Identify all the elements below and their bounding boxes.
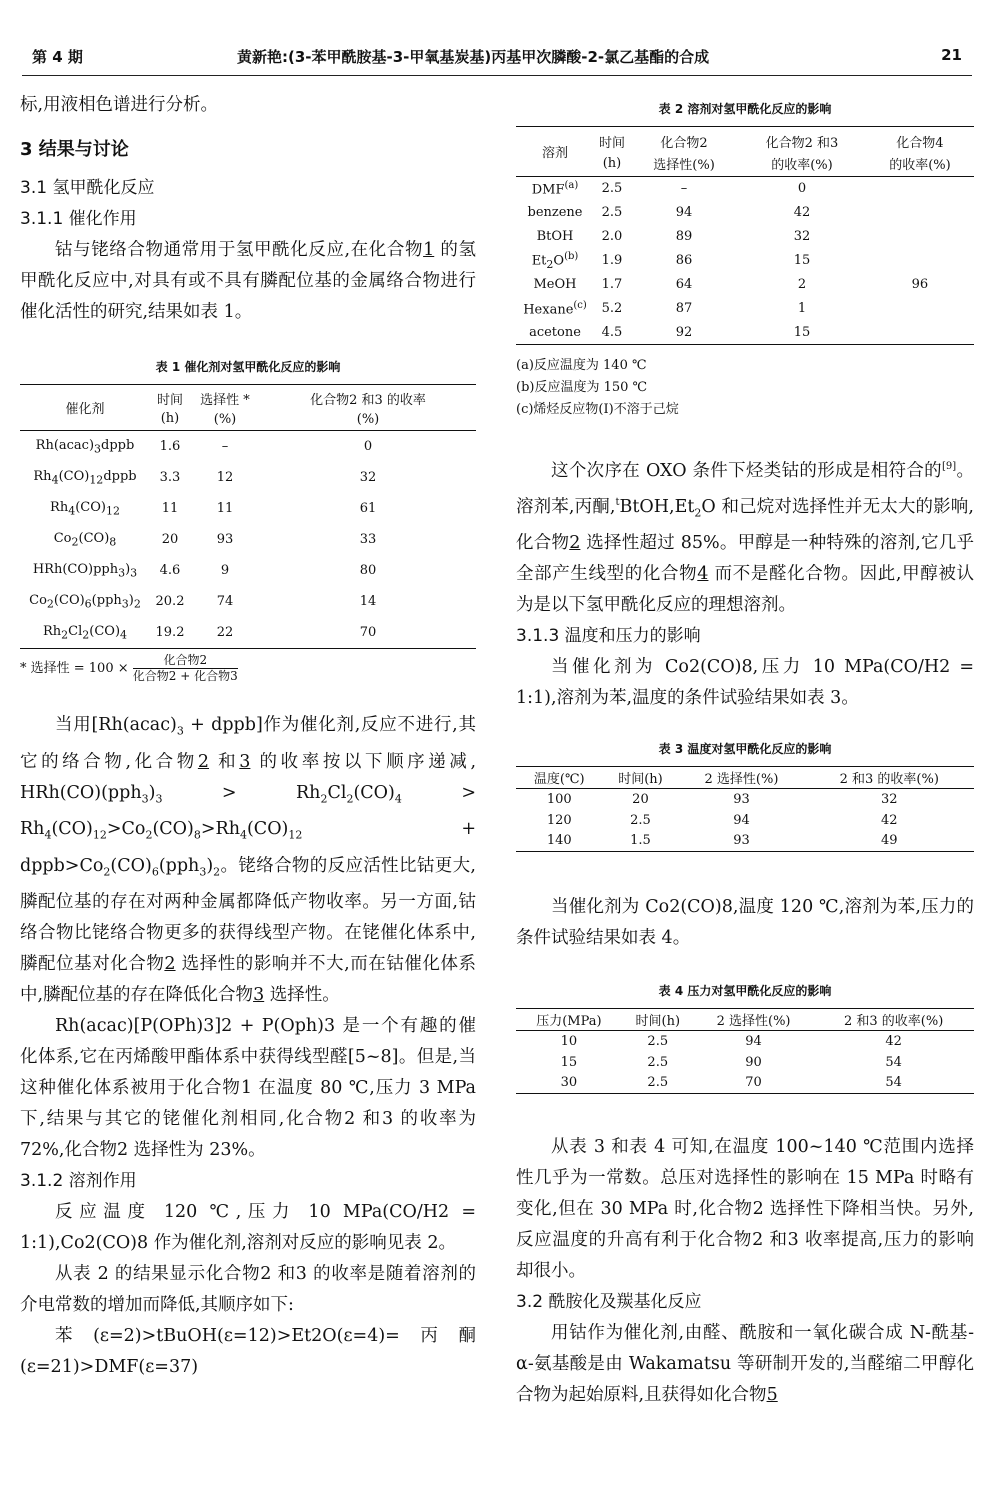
table2-note-c: (c)烯烃反应物(Ⅰ)不溶于己烷: [516, 402, 679, 417]
table2-cell: 89: [675, 229, 693, 244]
table1-footnote-prefix: * 选择性 = 100 ×: [20, 661, 129, 676]
table1-unit-time: (h): [160, 411, 180, 426]
table1-cell: 3.3: [159, 470, 181, 485]
table2-header-yield4: 化合物4: [896, 136, 944, 151]
table1-cell: 1.6: [159, 439, 181, 454]
table2-cell: 94: [675, 205, 693, 220]
table2-cell: 32: [793, 229, 811, 244]
table2-cell: 96: [911, 277, 929, 292]
table-row: [516, 1052, 974, 1073]
table4-cell: 54: [885, 1054, 902, 1070]
table-row: [516, 789, 974, 810]
table1-cell: $Rh_2Cl_2(CO)_4$: [42, 623, 128, 642]
table2-cell: 1.9: [601, 253, 623, 268]
table4-cell: 2.5: [647, 1033, 669, 1049]
table3-header-time: 时间(h): [618, 772, 663, 788]
table2-cell: 64: [675, 277, 693, 292]
table1-header-yield: 化合物2 和3 的收率: [310, 393, 426, 408]
table-row: [20, 617, 476, 649]
table-row: [516, 225, 974, 249]
table3-cell: 1.5: [630, 833, 651, 849]
table1-cell: $Co_2(CO)_6(pph_3)_2$: [29, 592, 141, 611]
table-row: [516, 831, 974, 852]
table2-footnotes: [516, 355, 974, 421]
table2-cell: –: [680, 181, 688, 197]
table4-cell: 30: [560, 1075, 578, 1091]
table4-header-pressure: 压力(MPa): [536, 1014, 602, 1030]
table4-cell: 2.5: [647, 1075, 669, 1091]
table1-cell: 19.2: [155, 625, 185, 640]
table4-cell: 2.5: [647, 1054, 669, 1070]
table-row: [20, 431, 476, 463]
table2-unit-yield4: 的收率(%): [889, 158, 951, 173]
table2-cell: Hexane$^{(c)}$: [523, 299, 587, 318]
table4-header-yield: 2 和3 的收率(%): [844, 1014, 944, 1030]
section-3-1-1-heading: 3.1.1 催化作用: [20, 209, 137, 229]
table-row: [516, 201, 974, 225]
table2-cell: [866, 321, 974, 345]
running-header: [32, 46, 962, 74]
fraction-numerator: 化合物2: [133, 653, 238, 669]
table3-header-temp: 温度(℃): [533, 772, 585, 788]
table3-cell: 94: [733, 812, 750, 828]
table2-cell: 86: [675, 253, 693, 268]
paragraph-rh-opph: Rh(acac)[P(OPh)3]2 + P(Oph)3 是一个有趣的催化体系,它在丙烯酸甲酯体系中获得线型醛[5~8]。但是,当这种催化体系被用于化合物1 在温度 80 ℃,压力 3 MPa 下,结果与其它的铑催化剂相同,化合物2 和3 的收率为 72%,化合物2 选择性为 23%。: [20, 1016, 476, 1160]
table2-cell: 15: [793, 253, 811, 268]
table1-cell: $Rh_4(CO)_{12}dppb$: [33, 468, 137, 487]
table2-cell: [866, 201, 974, 225]
table1: [20, 384, 476, 649]
table3: [516, 766, 974, 852]
table1-caption: 表 1 催化剂对氢甲酰化反应的影响: [155, 360, 341, 374]
table1-cell: $HRh(CO)pph_3)_3$: [32, 561, 138, 580]
table1-cell: 11: [161, 501, 179, 516]
section-3-2-heading: 3.2 酰胺化及羰基化反应: [516, 1292, 702, 1313]
paragraph-temp-intro: 当催化剂为 Co2(CO)8,压力 10 MPa(CO/H2 = 1:1),溶剂为苯,温度的条件试验结果如表 3。: [516, 657, 974, 709]
table4-header-selectivity: 2 选择性(%): [716, 1014, 791, 1030]
table3-cell: 93: [733, 833, 750, 849]
table1-cell: 80: [359, 563, 377, 578]
table2-cell: [866, 297, 974, 321]
table3-cell: 93: [733, 791, 750, 807]
table2-cell: $Et_2O^{(b)}$: [531, 250, 579, 271]
table3-cell: 100: [546, 791, 572, 807]
table2-cell: 15: [793, 324, 811, 340]
paragraph-conclusion: 从表 3 和表 4 可知,在温度 100~140 ℃范围内选择性几乎为一常数。总压对选择性的影响在 15 MPa 时略有变化,但在 30 MPa 时,化合物2 选择性下降相当快。另外,反应温度的升高有利于化合物2 和3 收率提高,压力的影响却很小。: [516, 1137, 974, 1282]
table1-cell: 22: [216, 625, 234, 640]
table4: [516, 1008, 974, 1094]
table1-cell: 61: [359, 501, 377, 516]
selectivity-fraction: [133, 653, 238, 684]
table-row: [20, 462, 476, 493]
table1-cell: 74: [216, 594, 234, 609]
table2-cell: DMF$^{(a)}$: [531, 180, 579, 198]
table1-unit-yield: (%): [356, 411, 380, 427]
paragraph-rh-acac: 当用[$Rh(acac)_3$ + dppb]作为催化剂,反应不进行,其它的络合物,化合物2 和3 的收率按以下顺序递减, $HRh(CO)(pph_3)_3 > Rh_2Cl_2(CO)_4 > Rh_4(CO)_{12}>Co_2(CO)_8>Rh_4(CO)_{12}$ + $dppb>Co_2(CO)_6(pph_3)_2$。铑络合物的反应活性比钴更大,膦配位基的存在对两种金属都降低产物收率。另一方面,钴络合物比铑络合物更多的获得线型产物。在铑催化体系中,膦配位基对化合物2 选择性的影响并不大,而在钴催化体系中,膦配位基的存在降低化合物3 选择性。: [20, 715, 477, 1005]
table1-cell: 20.2: [155, 594, 185, 609]
table-row: [516, 177, 974, 201]
table1-cell: 33: [359, 532, 377, 547]
table2-cell: 87: [675, 301, 693, 316]
table3-cell: 2.5: [630, 812, 651, 828]
table3-cell: 140: [546, 833, 572, 849]
table4-cell: 54: [885, 1075, 902, 1091]
table4-cell: 42: [885, 1033, 902, 1049]
table1-cell: 20: [161, 532, 179, 547]
table3-caption: 表 3 温度对氢甲酰化反应的影响: [658, 742, 832, 757]
table2-cell: [866, 177, 974, 201]
table-row: [20, 586, 476, 617]
table2-unit-time: (h): [602, 156, 622, 171]
table2-unit-yield23: 的收率(%): [771, 158, 833, 173]
table2-cell: 5.2: [601, 301, 623, 316]
page-number: 21: [941, 46, 962, 64]
table3-cell: 42: [880, 812, 898, 828]
table-row: [516, 249, 974, 273]
table1-cell: 70: [359, 625, 377, 640]
table2-cell: acetone: [529, 324, 581, 340]
table1-cell: 14: [359, 594, 377, 609]
paragraph-intro: 标,用液相色谱进行分析。: [20, 95, 219, 115]
table1-cell: $Rh(acac)_3dppb$: [35, 437, 135, 456]
table-row: [516, 273, 974, 297]
fraction-denominator: 化合物2 + 化合物3: [132, 669, 238, 683]
table3-cell: 32: [880, 791, 898, 807]
table2-cell: 4.5: [601, 324, 623, 340]
table2-header-time: 时间: [598, 136, 625, 151]
table2: [516, 126, 974, 345]
table4-cell: 10: [560, 1033, 578, 1049]
header-rule: [22, 75, 972, 76]
table2-cell: 42: [793, 205, 811, 220]
table4-header-time: 时间(h): [635, 1014, 681, 1030]
table2-note-a: (a)反应温度为 140 ℃: [516, 358, 647, 373]
table3-cell: 20: [632, 791, 649, 807]
table2-cell: 2.5: [601, 181, 623, 197]
table2-cell: 2.5: [601, 205, 623, 220]
table2-header-selectivity: 化合物2: [660, 136, 708, 151]
table2-note-b: (b)反应温度为 150 ℃: [516, 380, 648, 395]
table3-cell: 49: [880, 833, 898, 849]
paragraph-equation: 苯(ε=2)>tBuOH(ε=12)>Et2O(ε=4)=丙酮(ε=21)>DMF(ε=37): [20, 1326, 476, 1377]
table1-unit-selectivity: (%): [213, 411, 237, 427]
table2-cell: BtOH: [536, 229, 574, 244]
table2-cell: 92: [675, 324, 693, 340]
paragraph-order: 从表 2 的结果显示化合物2 和3 的收率是随着溶剂的介电常数的增加而降低,其顺序如下:: [20, 1264, 476, 1315]
paragraph-solvent: 反应温度 120 ℃,压力 10 MPa(CO/H2 = 1:1),Co2(CO)8 作为催化剂,溶剂对反应的影响见表 2。: [20, 1202, 476, 1253]
table1-cell: $Rh_4(CO)_{12}$: [50, 499, 120, 518]
table2-cell: benzene: [527, 205, 583, 220]
table2-cell: 2: [797, 277, 807, 292]
table1-cell: 12: [216, 470, 234, 485]
table1-header-catalyst: 催化剂: [65, 402, 105, 417]
table2-cell: [866, 249, 974, 273]
table4-cell: 70: [745, 1075, 762, 1091]
table4-caption: 表 4 压力对氢甲酰化反应的影响: [658, 984, 832, 999]
left-column: [20, 90, 476, 1383]
table-row: [516, 1073, 974, 1094]
table2-caption: 表 2 溶剂对氢甲酰化反应的影响: [658, 102, 832, 116]
table2-cell: 1.7: [601, 277, 623, 292]
table-row: [20, 524, 476, 555]
table2-unit-selectivity: 选择性(%): [653, 158, 715, 173]
section-3-1-heading: 3.1 氢甲酰化反应: [20, 178, 155, 198]
table1-cell: 93: [216, 532, 234, 547]
table-row: [516, 297, 974, 321]
paragraph-oxo: 这个次序在 OXO 条件下烃类钴的形成是相符合的[9]。溶剂苯,丙酮$,^tBtOH,Et_2O$ 和己烷对选择性并无太大的影响,化合物2 选择性超过 85%。甲醇是一种特殊的溶剂,它几乎全部产生线型的化合物4 而不是醛化合物。因此,甲醇被认为是以下氢甲酰化反应的理想溶剂。: [516, 460, 975, 616]
table-row: [20, 493, 476, 524]
table1-header-time: 时间: [156, 393, 183, 408]
table-row: [516, 321, 974, 345]
paragraph-amidation: 用钴作为催化剂,由醛、酰胺和一氧化碳合成 N-酰基-α-氨基酸是由 Wakamatsu 等研制开发的,当醛缩二甲醇化合物为起始原料,且获得如化合物5: [516, 1323, 974, 1406]
table2-cell: 2.0: [601, 229, 623, 244]
table1-footnote: [20, 653, 476, 684]
table-row: [516, 1031, 974, 1052]
table2-cell: 1: [797, 301, 807, 316]
table-row: [20, 555, 476, 586]
section-3-1-2-heading: 3.1.2 溶剂作用: [20, 1171, 137, 1191]
right-column: [516, 100, 974, 1411]
table1-cell: –: [221, 439, 229, 454]
table1-cell: $Co_2(CO)_8$: [53, 530, 117, 549]
table4-cell: 90: [745, 1054, 762, 1070]
table3-header-yield: 2 和3 的收率(%): [839, 772, 939, 788]
section-3-1-3-heading: 3.1.3 温度和压力的影响: [516, 626, 701, 647]
table1-cell: 9: [220, 563, 230, 578]
section-3-heading: 3 结果与讨论: [20, 139, 129, 160]
table1-header-selectivity: 选择性 *: [200, 393, 250, 408]
table2-header-yield23: 化合物2 和3: [765, 136, 839, 151]
issue-number: 第 4 期: [32, 48, 83, 66]
table2-header-solvent: 溶剂: [541, 146, 568, 161]
table3-cell: 120: [546, 812, 572, 828]
table4-cell: 94: [745, 1033, 762, 1049]
table2-cell: MeOH: [533, 277, 577, 292]
table2-cell: 0: [797, 181, 807, 197]
table1-cell: 0: [363, 439, 373, 454]
running-title: 黄新艳:(3-苯甲酰胺基-3-甲氧基炭基)丙基甲次膦酸-2-氯乙基酯的合成: [237, 48, 710, 66]
table-row: [516, 810, 974, 831]
table1-cell: 11: [216, 501, 234, 516]
table2-cell: [866, 225, 974, 249]
table1-cell: 32: [359, 470, 377, 485]
table4-cell: 15: [560, 1054, 578, 1070]
paragraph-pressure-intro: 当催化剂为 Co2(CO)8,温度 120 ℃,溶剂为苯,压力的条件试验结果如表 4。: [516, 897, 974, 949]
paragraph-catalysis: 钴与铑络合物通常用于氢甲酰化反应,在化合物1 的氢甲酰化反应中,对具有或不具有膦配位基的金属络合物进行催化活性的研究,结果如表 1。: [20, 240, 476, 322]
table1-cell: 4.6: [159, 563, 181, 578]
table3-header-selectivity: 2 选择性(%): [704, 772, 779, 788]
